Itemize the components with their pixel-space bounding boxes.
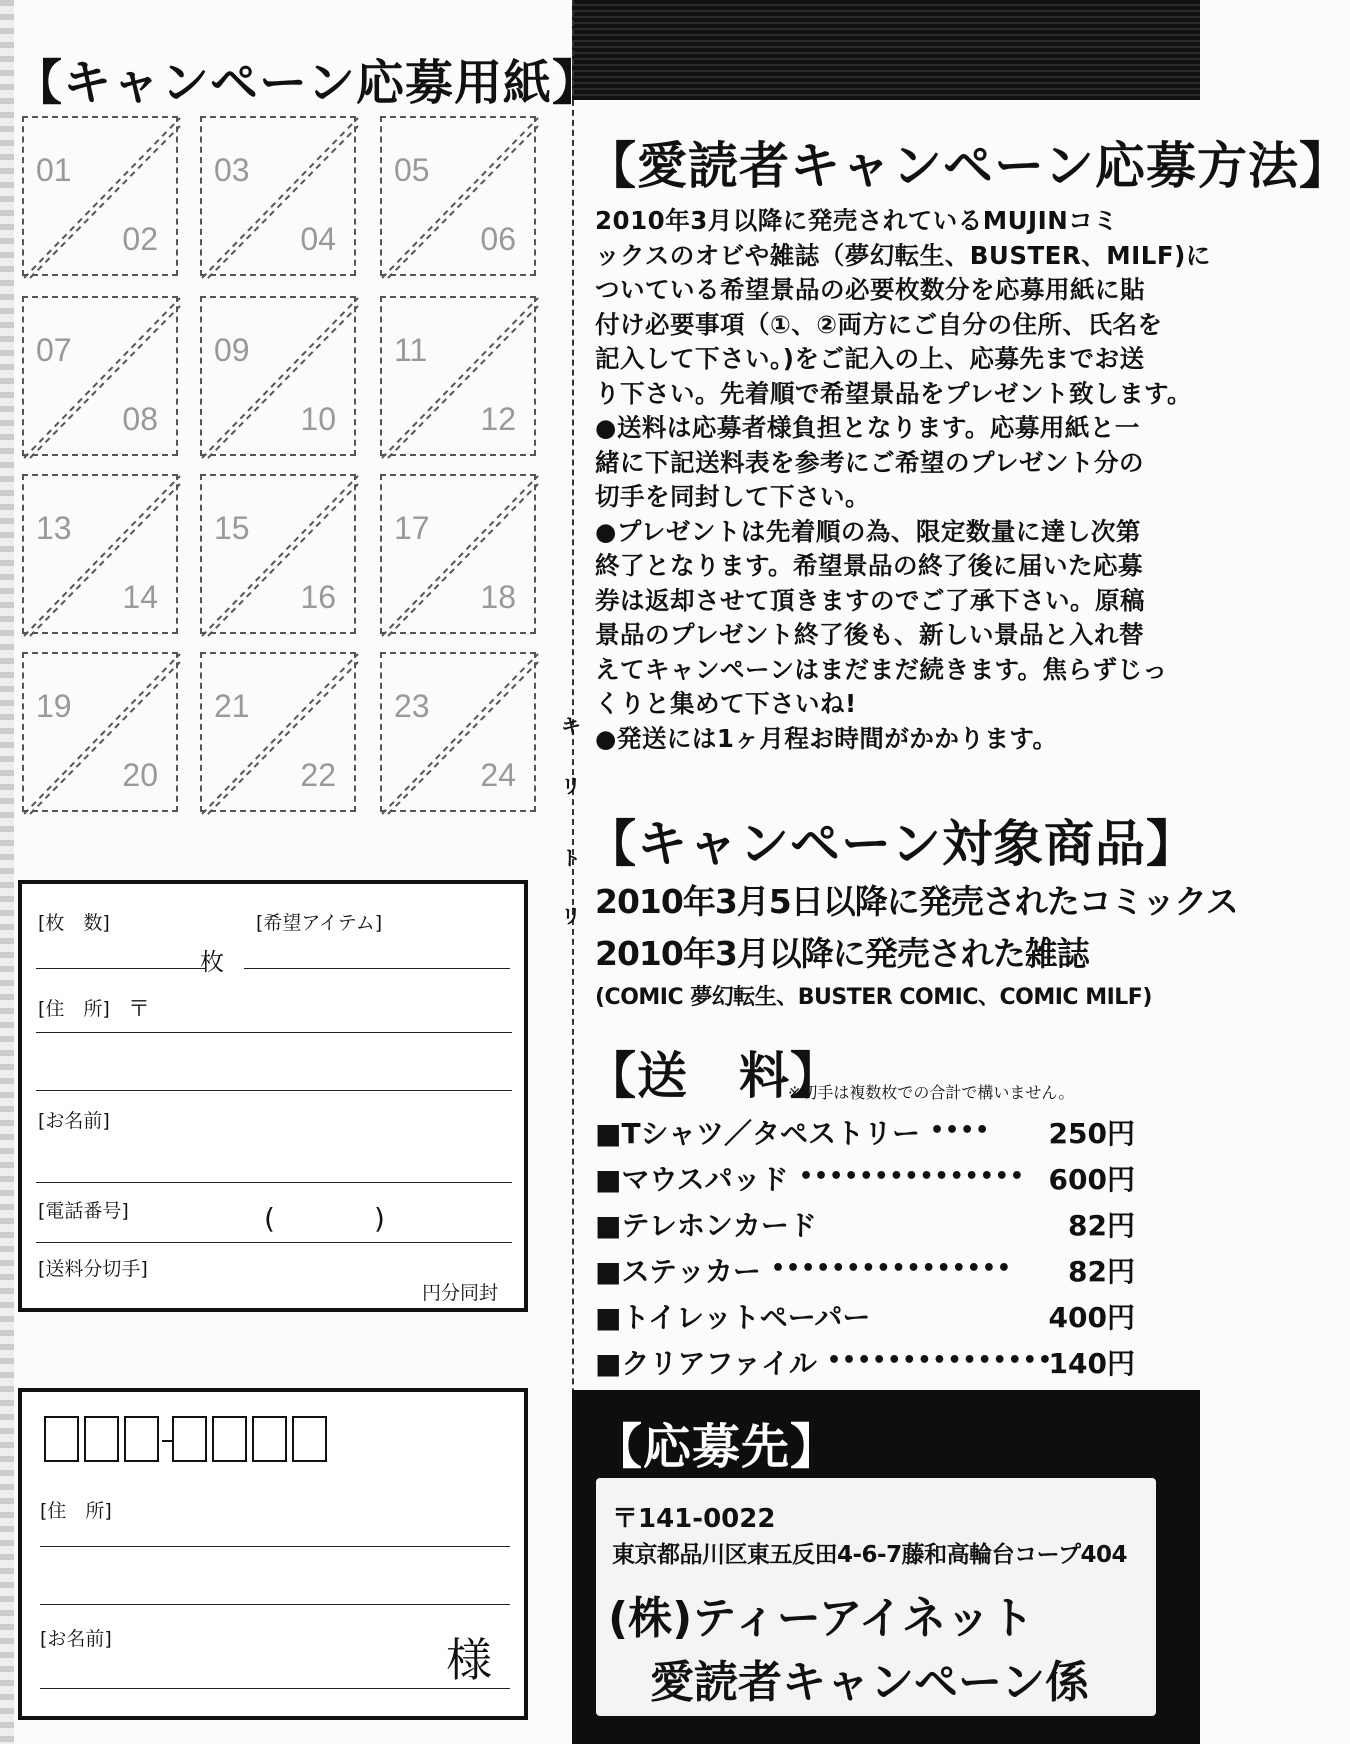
products-line-1: 2010年3月5日以降に発売されたコミックス — [595, 882, 1238, 921]
fee-item-name: ■Tシャツ／タペストリー — [595, 1117, 920, 1150]
address-label: [住 所] — [38, 998, 110, 1020]
envelope-address-label: [住 所] — [40, 1500, 112, 1522]
stamp-number: 20 — [122, 757, 158, 793]
fee-item-price: 600円 — [1048, 1163, 1135, 1196]
phone-label: [電話番号] — [38, 1200, 129, 1222]
fee-leader-dots: ••••••••••••••• — [799, 1164, 1025, 1189]
stamp-number: 23 — [394, 688, 430, 724]
fee-item-price: 140円 — [1048, 1347, 1135, 1380]
stamp-cell[interactable] — [380, 474, 536, 634]
howto-line: ついている希望景品の必要枚数分を応募用紙に貼 — [595, 275, 1145, 304]
fee-item-price: 400円 — [1048, 1301, 1135, 1334]
howto-line: 終了となります。希望景品の終了後に届いた応募 — [595, 551, 1144, 580]
howto-line: ●プレゼントは先着順の為、限定数量に達し次第 — [595, 516, 1141, 546]
stamp-number: 19 — [36, 688, 72, 724]
howto-line: くりと集めて下さいね! — [595, 689, 857, 718]
name-label: [お名前] — [38, 1110, 110, 1132]
honorific: 様 — [446, 1633, 492, 1687]
stamp-number: 03 — [214, 152, 250, 188]
fee-row — [595, 1296, 1135, 1332]
envelope-address-line-2[interactable] — [40, 1604, 510, 1605]
zip-box[interactable] — [252, 1416, 287, 1462]
item-label: [希望アイテム] — [256, 912, 383, 934]
fee-item-price: 82円 — [1068, 1255, 1135, 1288]
stamp-cell[interactable] — [380, 296, 536, 456]
stamp-number: 01 — [36, 152, 72, 188]
howto-line: り下さい。先着順で希望景品をプレゼント致します。 — [595, 378, 1193, 408]
stamp-cell[interactable] — [200, 296, 356, 456]
howto-title: 【愛読者キャンペーン応募方法】 — [586, 137, 1350, 195]
howto-line: 景品のプレゼント終了後も、新しい景品と入れ替 — [595, 620, 1145, 649]
stamp-cell[interactable] — [22, 296, 178, 456]
fee-row — [595, 1158, 1135, 1194]
fee-item-price: 82円 — [1068, 1209, 1135, 1242]
fee-row — [595, 1250, 1135, 1286]
destination-dept: 愛読者キャンペーン係 — [650, 1657, 1090, 1708]
stamp-cell[interactable] — [200, 652, 356, 812]
item-field-line[interactable] — [244, 968, 510, 969]
fee-row — [595, 1342, 1135, 1378]
envelope-form — [18, 1388, 528, 1720]
howto-line: 記入して下さい。)をご記入の上、応募先までお送 — [595, 344, 1145, 373]
stamp-number: 06 — [480, 221, 516, 257]
howto-line: えてキャンペーンはまだまだ続きます。焦らずじっ — [595, 654, 1168, 684]
products-line-2: 2010年3月以降に発売された雑誌 — [595, 934, 1089, 973]
cut-mark-char: ト — [561, 846, 581, 870]
howto-line: 切手を同封して下さい。 — [595, 482, 870, 511]
fee-item-name: ■ステッカー — [595, 1255, 761, 1288]
fee-row — [595, 1112, 1135, 1148]
stamp-number: 10 — [300, 401, 336, 437]
stamp-number: 07 — [36, 332, 72, 368]
phone-close-paren: ) — [374, 1202, 385, 1235]
destination-address: 東京都品川区東五反田4-6-7藤和高輪台コープ404 — [612, 1542, 1127, 1568]
count-unit: 枚 — [200, 948, 224, 976]
envelope-name-label: [お名前] — [40, 1628, 112, 1650]
cut-mark-char: リ — [561, 904, 581, 928]
zip-box[interactable] — [44, 1416, 79, 1462]
fee-item-price: 250円 — [1048, 1117, 1135, 1150]
zip-box[interactable] — [124, 1416, 159, 1462]
stamp-cell[interactable] — [22, 474, 178, 634]
phone-open-paren: ( — [264, 1202, 275, 1235]
fees-note: ※切手は複数枚での合計で構いません。 — [788, 1083, 1075, 1102]
stamp-number: 24 — [480, 757, 516, 793]
zip-box[interactable] — [84, 1416, 119, 1462]
destination-zip: 〒141-0022 — [612, 1504, 776, 1534]
stamp-number: 16 — [300, 579, 336, 615]
stamp-grid — [22, 116, 530, 828]
name-field-line[interactable] — [36, 1182, 512, 1183]
stamp-number: 09 — [214, 332, 250, 368]
destination-company: (株)ティーアイネット — [608, 1593, 1035, 1644]
zip-box[interactable] — [212, 1416, 247, 1462]
envelope-name-line[interactable] — [40, 1688, 510, 1689]
count-field-line[interactable] — [36, 968, 206, 969]
zip-box[interactable] — [172, 1416, 207, 1462]
address-field-line-1[interactable] — [36, 1032, 512, 1033]
stamp-cell[interactable] — [380, 116, 536, 276]
stamp-number: 18 — [480, 579, 516, 615]
fee-leader-dots: •••• — [930, 1118, 991, 1143]
postal-mark: 〒 — [128, 997, 151, 1022]
fee-leader-dots: ••••••••••••••• — [827, 1348, 1053, 1373]
stamp-number: 12 — [480, 401, 516, 437]
address-field-line-2[interactable] — [36, 1090, 512, 1091]
fee-item-name: ■マウスパッド — [595, 1163, 789, 1196]
cut-mark-char: リ — [561, 774, 581, 798]
count-label: [枚 数] — [38, 912, 110, 934]
stamp-number: 08 — [122, 401, 158, 437]
stamp-cell[interactable] — [200, 116, 356, 276]
howto-line: ックスのオビや雑誌（夢幻転生、BUSTER、MILF)に — [595, 240, 1211, 270]
stamp-cell[interactable] — [200, 474, 356, 634]
phone-field-line[interactable] — [36, 1242, 512, 1243]
stamp-number: 15 — [214, 510, 250, 546]
fee-item-name: ■クリアファイル — [595, 1347, 817, 1380]
stamp-number: 04 — [300, 221, 336, 257]
top-dark-band — [572, 0, 1200, 100]
fee-leader-dots: •••••••••••••••• — [771, 1256, 1012, 1281]
envelope-address-line-1[interactable] — [40, 1546, 510, 1547]
howto-line: 券は返却させて頂きますのでご了承下さい。原稿 — [595, 585, 1145, 615]
zip-dash — [162, 1440, 172, 1442]
left-edge-strip — [0, 0, 14, 1744]
howto-line: ●発送には1ヶ月程お時間がかかります。 — [595, 723, 1058, 753]
stamp-cell[interactable] — [22, 116, 178, 276]
stamp-number: 05 — [394, 152, 430, 188]
stamp-cell[interactable] — [22, 652, 178, 812]
stamp-number: 14 — [122, 579, 158, 615]
stamp-number: 11 — [394, 332, 428, 368]
stamp-number: 02 — [122, 221, 158, 257]
stamp-form-title: 【キャンペーン応募用紙】 — [14, 55, 602, 111]
products-title: 【キャンペーン対象商品】 — [586, 815, 1197, 873]
postage-unit: 円分同封 — [422, 1282, 499, 1304]
destination-title: 【応募先】 — [594, 1419, 840, 1475]
fee-item-name: ■トイレットペーパー — [595, 1301, 871, 1334]
stamp-number: 17 — [394, 510, 430, 546]
fee-item-name: ■テレホンカード — [595, 1209, 817, 1242]
entry-form — [18, 880, 528, 1312]
stamp-number: 21 — [214, 688, 250, 724]
stamp-number: 22 — [300, 757, 336, 793]
howto-line: ●送料は応募者様負担となります。応募用紙と一 — [595, 413, 1140, 442]
zip-box[interactable] — [292, 1416, 327, 1462]
cut-mark-char: キ — [561, 714, 581, 738]
postage-label: [送料分切手] — [38, 1258, 148, 1280]
howto-line: 緒に下記送料表を参考にご希望のプレゼント分の — [595, 447, 1145, 477]
stamp-cell[interactable] — [380, 652, 536, 812]
fees-title: 【送 料】 — [586, 1047, 841, 1105]
stamp-number: 13 — [36, 510, 72, 546]
fee-row — [595, 1204, 1135, 1240]
howto-line: 付け必要事項（①、②両方にご自分の住所、氏名を — [595, 309, 1163, 339]
products-line-3: (COMIC 夢幻転生、BUSTER COMIC、COMIC MILF) — [595, 985, 1152, 1010]
howto-line: 2010年3月以降に発売されているMUJINコミ — [595, 206, 1119, 235]
